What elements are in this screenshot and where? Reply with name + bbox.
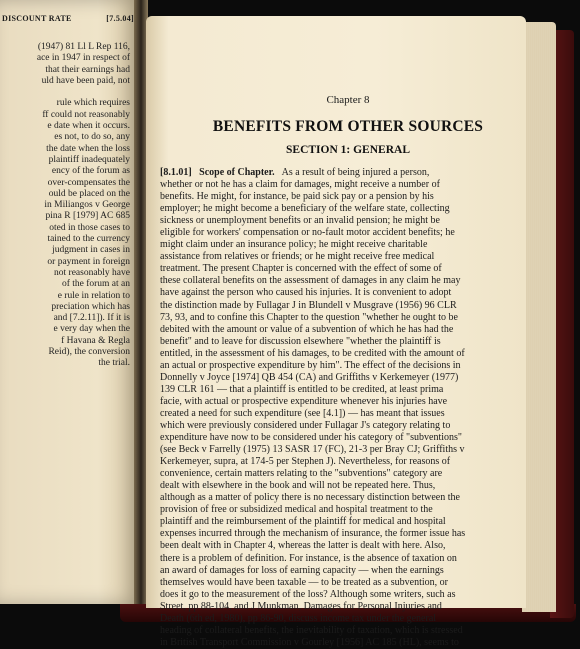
body-line: entitled, in the assessment of his damages, to be credited with the amount of	[160, 347, 465, 359]
body-line: employer; he might become a beneficiary of the welfare state, collecting	[160, 203, 450, 215]
page-edges	[522, 22, 556, 612]
page-content	[160, 16, 510, 649]
body-line: facie, with actual or prospective expenditure whenever his injuries have	[160, 395, 448, 407]
body-line: debited with the amount or value of a subvention of which he has had the	[160, 323, 454, 335]
left-text-line: f Havana & Regla	[61, 335, 130, 346]
body-line: might claim under an insurance policy; he might receive charitable	[160, 239, 428, 251]
left-text-line: judgment in cases in	[52, 245, 130, 256]
body-line: there is a problem of definition. For instance, is the absence of taxation on	[160, 552, 457, 564]
left-text-line: uld have been paid, not	[41, 75, 130, 86]
left-text-line: ff could not reasonably	[42, 109, 130, 120]
body-line: (see Beck v Farrelly (1975) 13 SASR 17 (FC), 21-3 per Bray CJ; Griffiths v	[160, 444, 465, 456]
body-line: expenses incurred through the mechanism of insurance, the former issue has	[160, 528, 466, 540]
left-text-line: e date when it occurs.	[47, 121, 130, 132]
body-line-text: As a result of being injured a person,	[281, 167, 430, 178]
left-text-line: ace in 1947 in respect of	[36, 53, 130, 64]
chapter-title: BENEFITS FROM OTHER SOURCES	[212, 118, 484, 135]
left-running-header	[2, 14, 134, 23]
body-line: eligible for workers' compensation or no-fault motor accident benefits; he	[160, 227, 455, 239]
body-line: plaintiff and the reimbursement of the plaintiff for medical and hospital	[160, 516, 446, 528]
body-line: treatment. The present Chapter is concerned with the effect of some of	[160, 263, 442, 275]
body-line: which were previously considered under Fullagar J's category relating to	[160, 419, 451, 431]
body-line: heading of collateral benefits, the inevitability of taxation, which is stressed	[160, 624, 463, 636]
chapter-number: Chapter 8	[326, 94, 370, 106]
left-text-line: (1947) 81 Ll L Rep 116,	[37, 42, 130, 52]
left-header-text: DISCOUNT RATE	[2, 14, 72, 23]
body-line: convenience, certain matters relating to the "subventions" category are	[160, 468, 443, 480]
left-text-line: oted in those cases to	[49, 222, 130, 233]
left-text-line: not reasonably have	[54, 267, 130, 278]
left-text-line: e very day when the	[53, 324, 130, 335]
left-page-text	[0, 42, 130, 370]
body-line: in British Transport Commission v Gourley [1956] AC 185 (HL), seems to	[160, 636, 459, 648]
body-line: whether or not he has a claim for damages, might receive a number of	[160, 179, 440, 191]
body-line: an award of damages for loss of earning capacity — when the earnings	[160, 564, 444, 576]
left-text-line: over-compensates the	[47, 177, 130, 188]
left-text-line: plaintiff inadequately	[48, 154, 130, 165]
body-line: benefits. He might, for instance, be paid sick pay or a pension by his	[160, 191, 434, 203]
paragraph-heading: Scope of Chapter.	[199, 167, 275, 178]
body-line: created a need for such expenditure (see [4.1]) — has meant that issues	[160, 407, 445, 419]
left-text-line: the trial.	[98, 358, 130, 369]
left-text-line: the date when the loss	[46, 143, 130, 154]
section-heading: SECTION 1: GENERAL	[286, 144, 410, 156]
left-header-ref: [7.5.04]	[106, 14, 134, 23]
left-text-line: e rule in relation to	[57, 290, 130, 301]
body-line: themselves would have been taxable — to be treated as a subvention, or	[160, 576, 448, 588]
left-page	[0, 0, 140, 604]
left-text-line: of the forum at an	[61, 279, 130, 290]
body-line: assistance from relatives or friends; or he might receive free medical	[160, 251, 435, 263]
left-text-line: es not, to do so, any	[54, 132, 130, 143]
left-text-line: that their earnings had	[45, 64, 130, 75]
body-line: Death (6th ed, 1980), pp 86-90, discuss income tax under the general	[160, 612, 437, 624]
body-line: these collateral benefits on the assessment of damages in any claim he may	[160, 275, 461, 287]
body-line: the distinction made by Fullagar J in Blundell v Musgrave (1956) 96 CLR	[160, 299, 457, 311]
body-text	[160, 167, 510, 649]
body-line: expenditure have now to be considered under his category of "subventions"	[160, 432, 462, 444]
body-line: dealt with elsewhere in the book and will not be repeated here. Thus,	[160, 480, 436, 492]
body-line: benefit" and to leave for discussion elsewhere "whether the plaintiff is	[160, 335, 441, 347]
left-text-line: or payment in foreign	[47, 256, 130, 267]
left-text-line: ould be placed on the	[48, 188, 130, 199]
left-text-line: and [7.2.11]). If it is	[53, 313, 130, 324]
body-line-first	[160, 167, 510, 179]
body-line: provision of free or subsidized medical and hospital treatment to the	[160, 504, 433, 516]
body-line: 73, 93, and to confine this Chapter to the question "whether he ought to be	[160, 311, 458, 323]
left-text-line: pina R [1979] AC 685	[45, 211, 130, 222]
body-line: Kerkemeyer, supra, at 174-5 per Stephen J). Nevertheless, for reasons of	[160, 456, 451, 468]
body-line: although as a matter of policy there is no necessary distinction between the	[160, 492, 460, 504]
left-text-line: in Miliangos v George	[44, 200, 130, 211]
body-line: Street, pp 88-104, and J Munkman, Damages for Personal Injuries and	[160, 600, 442, 612]
left-text-line: tained to the currency	[47, 234, 130, 245]
left-text-line: Reid), the conversion	[48, 347, 130, 358]
left-text-line	[0, 87, 130, 98]
body-line: an actual or prospective expenditure by him". The effect of the decisions in	[160, 359, 461, 371]
left-text-line: rule which requires	[56, 98, 130, 109]
body-line: sickness or unemployment benefits or an invalid pension; he might be	[160, 215, 440, 227]
paragraph-ref: [8.1.01]	[160, 167, 192, 178]
body-line: does it go to the measurement of the loss? Although some writers, such as	[160, 588, 456, 600]
body-line: been dealt with in Chapter 4, whereas the latter is dealt with here. Also,	[160, 540, 446, 552]
body-line: Donnelly v Joyce [1974] QB 454 (CA) and Griffiths v Kerkemeyer (1977)	[160, 371, 459, 383]
left-text-line: ency of the forum as	[51, 166, 130, 177]
body-line: 139 CLR 161 — that a plaintiff is entitled to be credited, at least prima	[160, 383, 444, 395]
body-line: have against the person who caused his injuries. It is convenient to adopt	[160, 287, 452, 299]
right-page	[146, 16, 526, 648]
left-text-line: preciation which has	[51, 301, 130, 312]
